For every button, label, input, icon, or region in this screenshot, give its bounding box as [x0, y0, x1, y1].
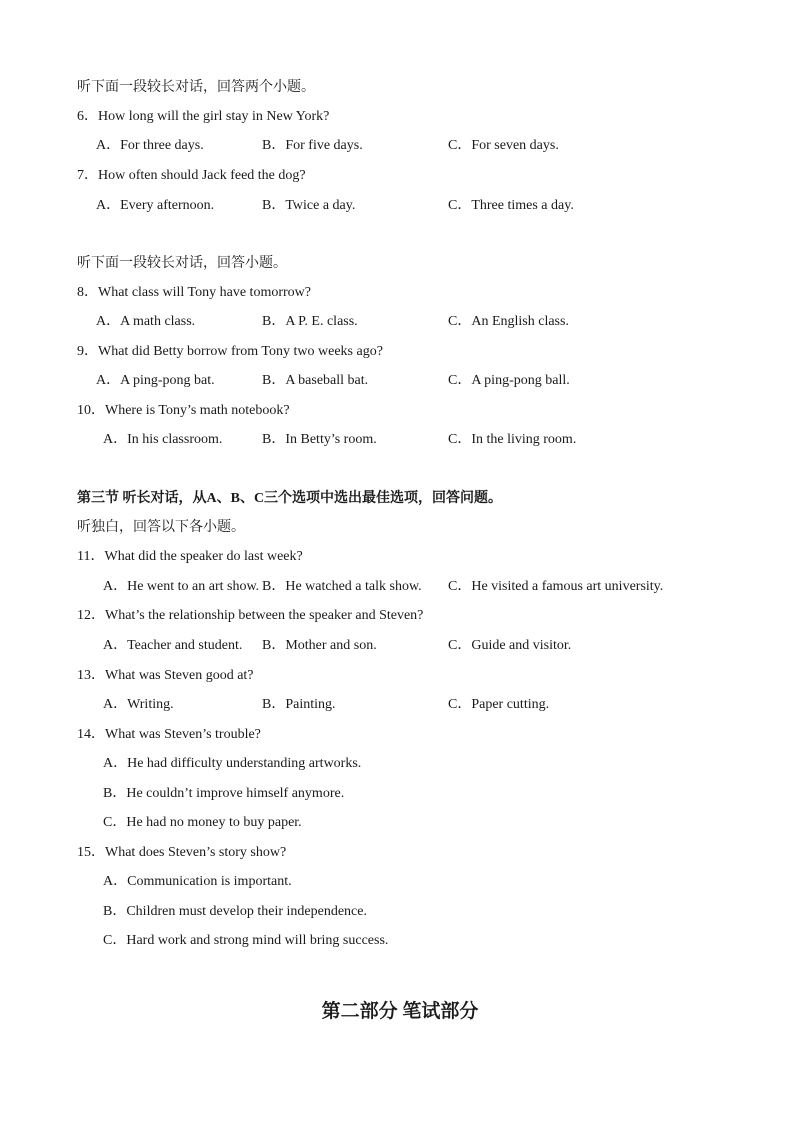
question-14-option-b: B．He couldn’t improve himself anymore.	[103, 786, 345, 801]
question-7-option-c: C．Three times a day.	[448, 198, 574, 213]
question-7-stem: 7．How often should Jack feed the dog?	[77, 168, 306, 183]
question-11-option-a: A．He went to an art show.	[103, 579, 260, 594]
question-11-option-c: C．He visited a famous art university.	[448, 579, 664, 594]
instruction-block2: 听下面一段较长对话，回答小题。	[77, 256, 287, 271]
question-11-option-b: B．He watched a talk show.	[262, 579, 422, 594]
question-10-option-a: A．In his classroom.	[103, 432, 223, 447]
question-6-option-b: B．For five days.	[262, 138, 363, 153]
question-14-option-c: C．He had no money to buy paper.	[103, 815, 302, 830]
question-11-stem: 11．What did the speaker do last week?	[77, 549, 303, 564]
part-2-title: 第二部分 笔试部分	[321, 1001, 479, 1022]
question-12-stem: 12．What’s the relationship between the speaker and Steven?	[77, 608, 424, 623]
question-13-option-a: A．Writing.	[103, 697, 174, 712]
question-10-option-c: C．In the living room.	[448, 432, 577, 447]
question-9-stem: 9．What did Betty borrow from Tony two weeks ago?	[77, 344, 383, 359]
question-14-stem: 14．What was Steven’s trouble?	[77, 727, 261, 742]
question-14-option-a: A．He had difficulty understanding artworks.	[103, 756, 362, 771]
section-3-instruction: 听独白，回答以下各小题。	[77, 520, 245, 535]
question-15-stem: 15．What does Steven’s story show?	[77, 845, 287, 860]
question-15-option-b: B．Children must develop their independence.	[103, 904, 367, 919]
question-9-option-a: A．A ping-pong bat.	[96, 373, 215, 388]
question-6-stem: 6．How long will the girl stay in New York?	[77, 109, 330, 124]
question-15-option-a: A．Communication is important.	[103, 874, 292, 889]
question-8-stem: 8．What class will Tony have tomorrow?	[77, 285, 311, 300]
question-13-option-b: B．Painting.	[262, 697, 336, 712]
instruction-block1: 听下面一段较长对话，回答两个小题。	[77, 80, 315, 95]
question-7-option-b: B．Twice a day.	[262, 198, 356, 213]
question-9-option-b: B．A baseball bat.	[262, 373, 369, 388]
question-8-option-b: B．A P. E. class.	[262, 314, 358, 329]
question-8-option-a: A．A math class.	[96, 314, 196, 329]
question-12-option-b: B．Mother and son.	[262, 638, 377, 653]
question-15-option-c: C．Hard work and strong mind will bring success.	[103, 933, 389, 948]
question-12-option-a: A．Teacher and student.	[103, 638, 243, 653]
question-13-option-c: C．Paper cutting.	[448, 697, 550, 712]
question-6-option-a: A．For three days.	[96, 138, 204, 153]
question-6-option-c: C．For seven days.	[448, 138, 559, 153]
question-8-option-c: C．An English class.	[448, 314, 569, 329]
section-3-heading: 第三节 听长对话，从A、B、C三个选项中选出最佳选项，回答问题。	[77, 491, 503, 506]
question-12-option-c: C．Guide and visitor.	[448, 638, 572, 653]
question-7-option-a: A．Every afternoon.	[96, 198, 215, 213]
question-9-option-c: C．A ping-pong ball.	[448, 373, 570, 388]
question-10-option-b: B．In Betty’s room.	[262, 432, 377, 447]
question-13-stem: 13．What was Steven good at?	[77, 668, 254, 683]
question-10-stem: 10．Where is Tony’s math notebook?	[77, 403, 290, 418]
